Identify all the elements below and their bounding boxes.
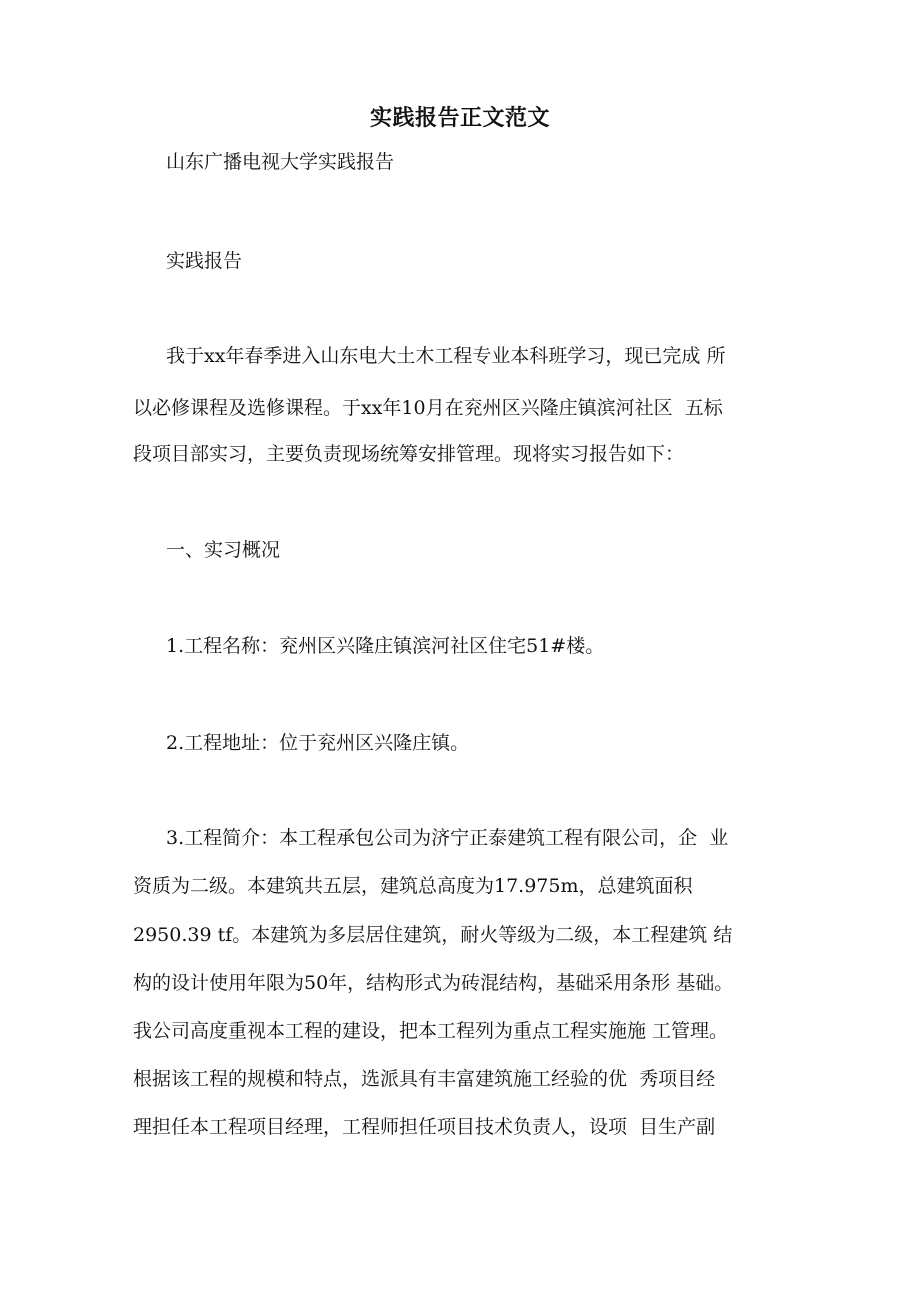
item3-line-5: 我公司高度重视本工程的建设，把本工程列为重点工程实施施 工管理。 — [133, 1020, 729, 1042]
intro-line-2: 以必修课程及选修课程。于xx年10月在兖州区兴隆庄镇滨河社区 五标 — [133, 397, 723, 419]
item3-line-4: 构的设计使用年限为50年，结构形式为砖混结构，基础采用条形 基础。 — [133, 972, 734, 994]
document-subtitle: 山东广播电视大学实践报告 — [166, 151, 395, 173]
item3-line-7: 理担任本工程项目经理，工程师担任项目技术负责人，设项 目生产副 — [133, 1116, 716, 1138]
section-heading: 一、实习概况 — [166, 539, 281, 561]
document-title: 实践报告正文范文 — [369, 105, 550, 131]
item3-line-1: 3.工程简介：本工程承包公司为济宁正泰建筑工程有限公司，企 业 — [166, 827, 729, 849]
item3-line-3: 2950.39 tf。本建筑为多层居住建筑，耐火等级为二级，本工程建筑 结 — [133, 924, 733, 946]
item-project-address: 2.工程地址：位于兖州区兴隆庄镇。 — [166, 732, 470, 754]
item3-line-6: 根据该工程的规模和特点，选派具有丰富建筑施工经验的优 秀项目经 — [133, 1068, 716, 1090]
item3-line-2: 资质为二级。本建筑共五层，建筑总高度为17.975m，总建筑面积 — [133, 875, 693, 897]
intro-line-1: 我于xx年春季进入山东电大土木工程专业本科班学习，现已完成 所 — [166, 345, 726, 367]
item-project-name: 1.工程名称：兖州区兴隆庄镇滨河社区住宅51#楼。 — [166, 635, 605, 657]
intro-line-3: 段项目部实习，主要负责现场统筹安排管理。现将实习报告如下： — [133, 443, 685, 465]
report-heading: 实践报告 — [166, 250, 243, 272]
